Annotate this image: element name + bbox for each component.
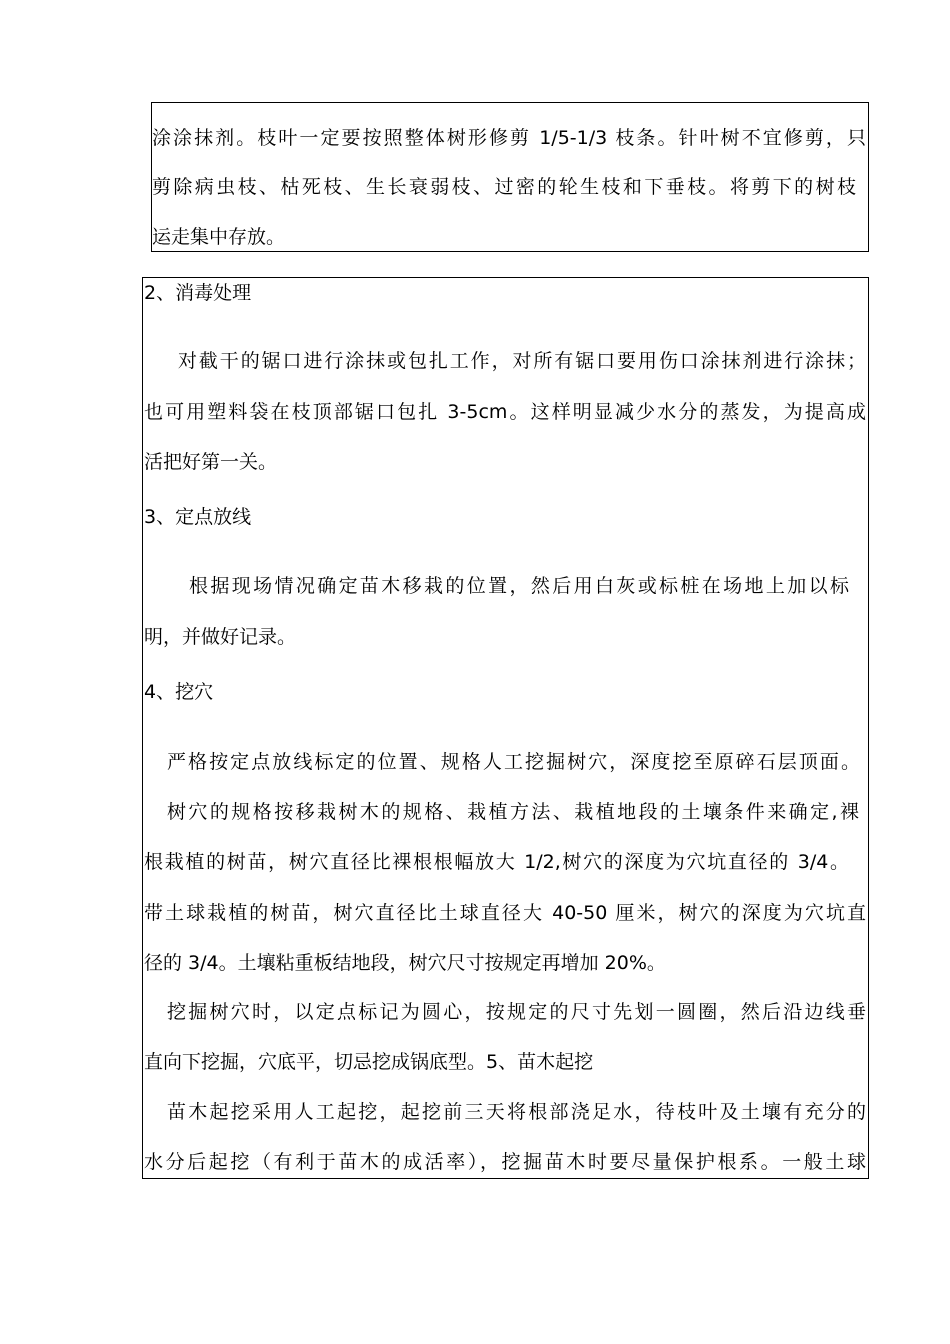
paragraph-line: 树穴的规格按移栽树木的规格、栽植方法、栽植地段的土壤条件来确定,裸 [167, 801, 859, 823]
paragraph-line: 直向下挖掘，穴底平，切忌挖成锅底型。5、苗木起挖 [144, 1051, 594, 1073]
paragraph-line: 带土球栽植的树苗，树穴直径比土球直径大 40-50 厘米，树穴的深度为穴坑直 [144, 902, 866, 924]
paragraph-line: 涂涂抹剂。枝叶一定要按照整体树形修剪 1/5-1/3 枝条。针叶树不宜修剪，只 [152, 127, 866, 149]
paragraph-line: 根据现场情况确定苗木移栽的位置，然后用白灰或标桩在场地上加以标 [189, 575, 849, 597]
paragraph-line: 挖掘树穴时，以定点标记为圆心，按规定的尺寸先划一圆圈，然后沿边线垂 [167, 1001, 866, 1023]
paragraph-line: 对截干的锯口进行涂抹或包扎工作，对所有锯口要用伤口涂抹剂进行涂抹； [178, 350, 866, 372]
section-heading-disinfection: 2、消毒处理 [144, 282, 252, 304]
paragraph-line: 根栽植的树苗，树穴直径比裸根根幅放大 1/2,树穴的深度为穴坑直径的 3/4。 [144, 851, 849, 873]
paragraph-line: 也可用塑料袋在枝顶部锯口包扎 3-5cm。这样明显减少水分的蒸发，为提高成 [144, 401, 866, 423]
section-heading-digging: 4、挖穴 [144, 681, 214, 703]
paragraph-line: 运走集中存放。 [152, 226, 286, 248]
paragraph-line: 水分后起挖（有利于苗木的成活率），挖掘苗木时要尽量保护根系。一般土球 [144, 1151, 866, 1173]
paragraph-line: 明，并做好记录。 [144, 626, 297, 648]
paragraph-line: 剪除病虫枝、枯死枝、生长衰弱枝、过密的轮生枝和下垂枝。将剪下的树枝 [152, 176, 856, 198]
paragraph-line: 活把好第一关。 [144, 451, 278, 473]
paragraph-line: 径的 3/4。土壤粘重板结地段，树穴尺寸按规定再增加 20%。 [144, 952, 666, 974]
paragraph-line: 苗木起挖采用人工起挖，起挖前三天将根部浇足水，待枝叶及土壤有充分的 [167, 1101, 866, 1123]
section-heading-layout: 3、定点放线 [144, 506, 252, 528]
paragraph-line: 严格按定点放线标定的位置、规格人工挖掘树穴，深度挖至原碎石层顶面。 [167, 751, 860, 773]
